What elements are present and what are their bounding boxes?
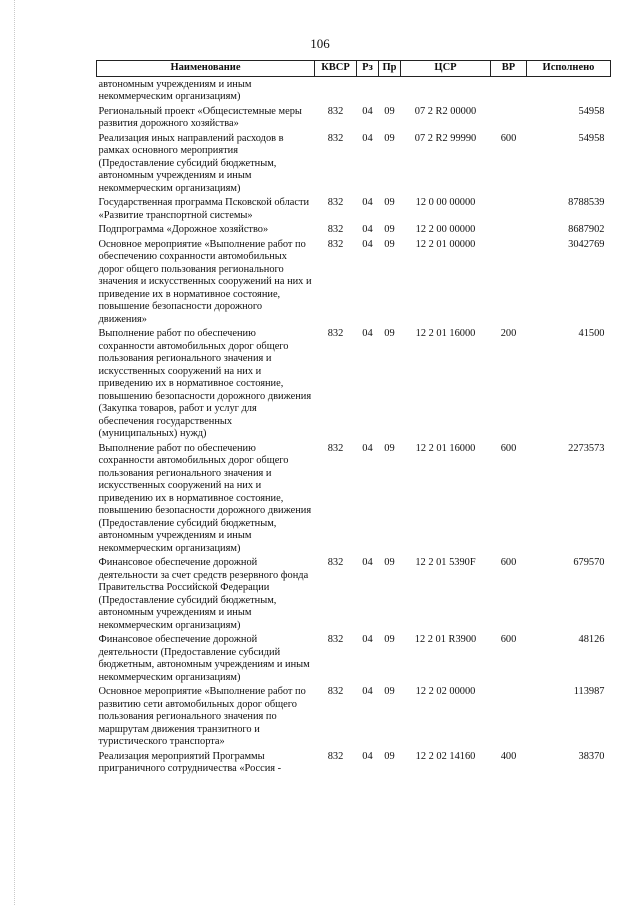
row-pr: 09 xyxy=(384,238,395,250)
row-pr: 09 xyxy=(384,442,395,454)
row-kvsr xyxy=(315,76,357,104)
row-kvsr: 832 xyxy=(327,328,344,339)
row-pr: 09 xyxy=(384,197,395,208)
row-amount: 113987 xyxy=(573,686,605,697)
row-vr xyxy=(491,104,527,131)
row-name: Основное мероприятие «Выполнение работ по обеспечению сохранности автомобильных дорог общего пользования регионального значения и искусственных сооружений на них и приведение их в нормативное состояние, повышение безопасности дорожного движения» xyxy=(98,238,312,325)
row-rz: 04 xyxy=(362,224,373,235)
row-rz: 04 xyxy=(362,634,373,645)
budget-table-container xyxy=(96,60,610,776)
row-amount: 679570 xyxy=(573,557,605,568)
table-row xyxy=(97,104,611,131)
row-csr: 07 2 R2 99990 xyxy=(414,132,477,144)
table-row xyxy=(97,326,611,441)
row-csr: 12 2 01 R3900 xyxy=(414,634,477,645)
table-row xyxy=(97,195,611,222)
row-pr: 09 xyxy=(384,328,395,339)
row-vr xyxy=(491,684,527,749)
row-vr xyxy=(491,195,527,222)
row-csr: 07 2 R2 00000 xyxy=(414,105,477,117)
row-name: Государственная программа Псковской области «Развитие транспортной системы» xyxy=(98,197,310,221)
row-csr: 12 2 02 14160 xyxy=(415,750,476,762)
row-rz: 04 xyxy=(362,197,373,208)
row-vr xyxy=(491,76,527,104)
row-name: Финансовое обеспечение дорожной деятельности за счет средств резервного фонда Правительства Российской Федерации (Предоставление субсидий бюджетным, автономным учреждениям и иным некоммерческим организациям) xyxy=(98,557,309,631)
table-body xyxy=(97,76,611,776)
row-pr: 09 xyxy=(384,634,395,645)
table-row xyxy=(97,441,611,556)
row-vr: 200 xyxy=(500,328,517,339)
budget-table xyxy=(96,60,611,776)
row-name: Выполнение работ по обеспечению сохранности автомобильных дорог общего пользования регионального значения и искусственных сооружений на них и приведению их в нормативное состояние, повышению безопасности дорожного движения (Закупка товаров, работ и услуг для обеспечения государственных (муниципальных) нужд) xyxy=(98,328,312,439)
table-row xyxy=(97,749,611,776)
table-row xyxy=(97,222,611,237)
row-rz: 04 xyxy=(362,328,373,339)
row-kvsr: 832 xyxy=(327,634,344,645)
table-row xyxy=(97,237,611,327)
row-rz: 04 xyxy=(362,557,373,568)
row-pr xyxy=(379,76,401,104)
table-header xyxy=(97,61,611,77)
header-csr: ЦСР xyxy=(401,61,491,77)
header-kvsr: КВСР xyxy=(315,61,357,77)
row-csr: 12 2 01 16000 xyxy=(415,442,476,454)
row-vr xyxy=(491,237,527,327)
table-row xyxy=(97,684,611,749)
row-kvsr: 832 xyxy=(327,557,344,568)
page-number: 106 xyxy=(310,36,330,51)
table-row xyxy=(97,76,611,104)
row-vr: 600 xyxy=(500,132,517,144)
row-amount: 8788539 xyxy=(568,197,605,208)
row-kvsr: 832 xyxy=(327,238,344,250)
scan-margin-line xyxy=(14,0,15,905)
row-rz: 04 xyxy=(362,105,373,117)
row-name: Реализация иных направлений расходов в рамках основного мероприятия (Предоставление субсидий бюджетным, автономным учреждениям и иным некоммерческим организациям) xyxy=(98,132,284,194)
row-amount: 48126 xyxy=(578,634,605,645)
table-row xyxy=(97,555,611,632)
row-csr: 12 2 01 16000 xyxy=(415,328,476,339)
row-rz: 04 xyxy=(362,686,373,697)
header-vr: ВР xyxy=(491,61,527,77)
row-csr: 12 2 01 5390F xyxy=(415,557,476,568)
header-amount: Исполнено xyxy=(527,61,611,77)
row-pr: 09 xyxy=(384,686,395,697)
row-kvsr: 832 xyxy=(327,132,344,144)
row-vr xyxy=(491,222,527,237)
row-kvsr: 832 xyxy=(327,442,344,454)
row-name: Региональный проект «Общесистемные меры развития дорожного хозяйства» xyxy=(98,105,302,129)
row-kvsr: 832 xyxy=(327,105,344,117)
row-vr: 600 xyxy=(500,557,517,568)
row-amount: 8687902 xyxy=(568,224,605,235)
row-amount: 54958 xyxy=(578,132,605,144)
row-amount xyxy=(527,76,611,104)
row-name: автономным учреждениям и иным некоммерческим организациям) xyxy=(98,78,252,102)
row-vr: 600 xyxy=(500,442,517,454)
row-name: Подпрограмма «Дорожное хозяйство» xyxy=(98,224,269,235)
row-rz: 04 xyxy=(362,132,373,144)
row-csr: 12 2 01 00000 xyxy=(415,238,476,250)
row-csr: 12 2 00 00000 xyxy=(415,224,476,235)
row-pr: 09 xyxy=(384,557,395,568)
row-amount: 3042769 xyxy=(568,238,605,250)
row-rz: 04 xyxy=(362,750,373,762)
header-name: Наименование xyxy=(97,61,315,77)
row-name: Выполнение работ по обеспечению сохранности автомобильных дорог общего пользования регионального значения и искусственных сооружений на них и приведению их в нормативное состояние, повышению безопасности дорожного движения (Предоставление субсидий бюджетным, автономным учреждениям и иным некоммерческим организациям) xyxy=(98,442,312,554)
row-rz: 04 xyxy=(362,238,373,250)
row-pr: 09 xyxy=(384,224,395,235)
row-vr: 400 xyxy=(500,750,517,762)
row-rz xyxy=(357,76,379,104)
row-kvsr: 832 xyxy=(327,224,344,235)
row-vr: 600 xyxy=(500,634,517,645)
row-rz: 04 xyxy=(362,442,373,454)
row-pr: 09 xyxy=(384,750,395,762)
row-pr: 09 xyxy=(384,105,395,117)
row-name: Основное мероприятие «Выполнение работ по развитию сети автомобильных дорог общего пользования регионального значения по маршрутам движения транзитного и туристического транспорта» xyxy=(98,686,306,747)
row-csr: 12 2 02 00000 xyxy=(415,686,476,697)
header-rz: Рз xyxy=(357,61,379,77)
row-amount: 38370 xyxy=(578,750,605,762)
row-kvsr: 832 xyxy=(327,197,344,208)
table-row xyxy=(97,131,611,196)
row-csr xyxy=(401,76,491,104)
row-kvsr: 832 xyxy=(327,686,344,697)
row-kvsr: 832 xyxy=(327,750,344,762)
row-pr: 09 xyxy=(384,132,395,144)
row-name: Финансовое обеспечение дорожной деятельности (Предоставление субсидий бюджетным, автономным учреждениям и иным некоммерческим организациям) xyxy=(98,634,310,683)
table-row xyxy=(97,632,611,684)
row-name: Реализация мероприятий Программы приграничного сотрудничества «Россия - xyxy=(98,750,282,774)
row-csr: 12 0 00 00000 xyxy=(415,197,476,208)
header-pr: Пр xyxy=(379,61,401,77)
row-amount: 2273573 xyxy=(568,442,605,454)
row-amount: 41500 xyxy=(578,328,605,339)
row-amount: 54958 xyxy=(578,105,605,117)
